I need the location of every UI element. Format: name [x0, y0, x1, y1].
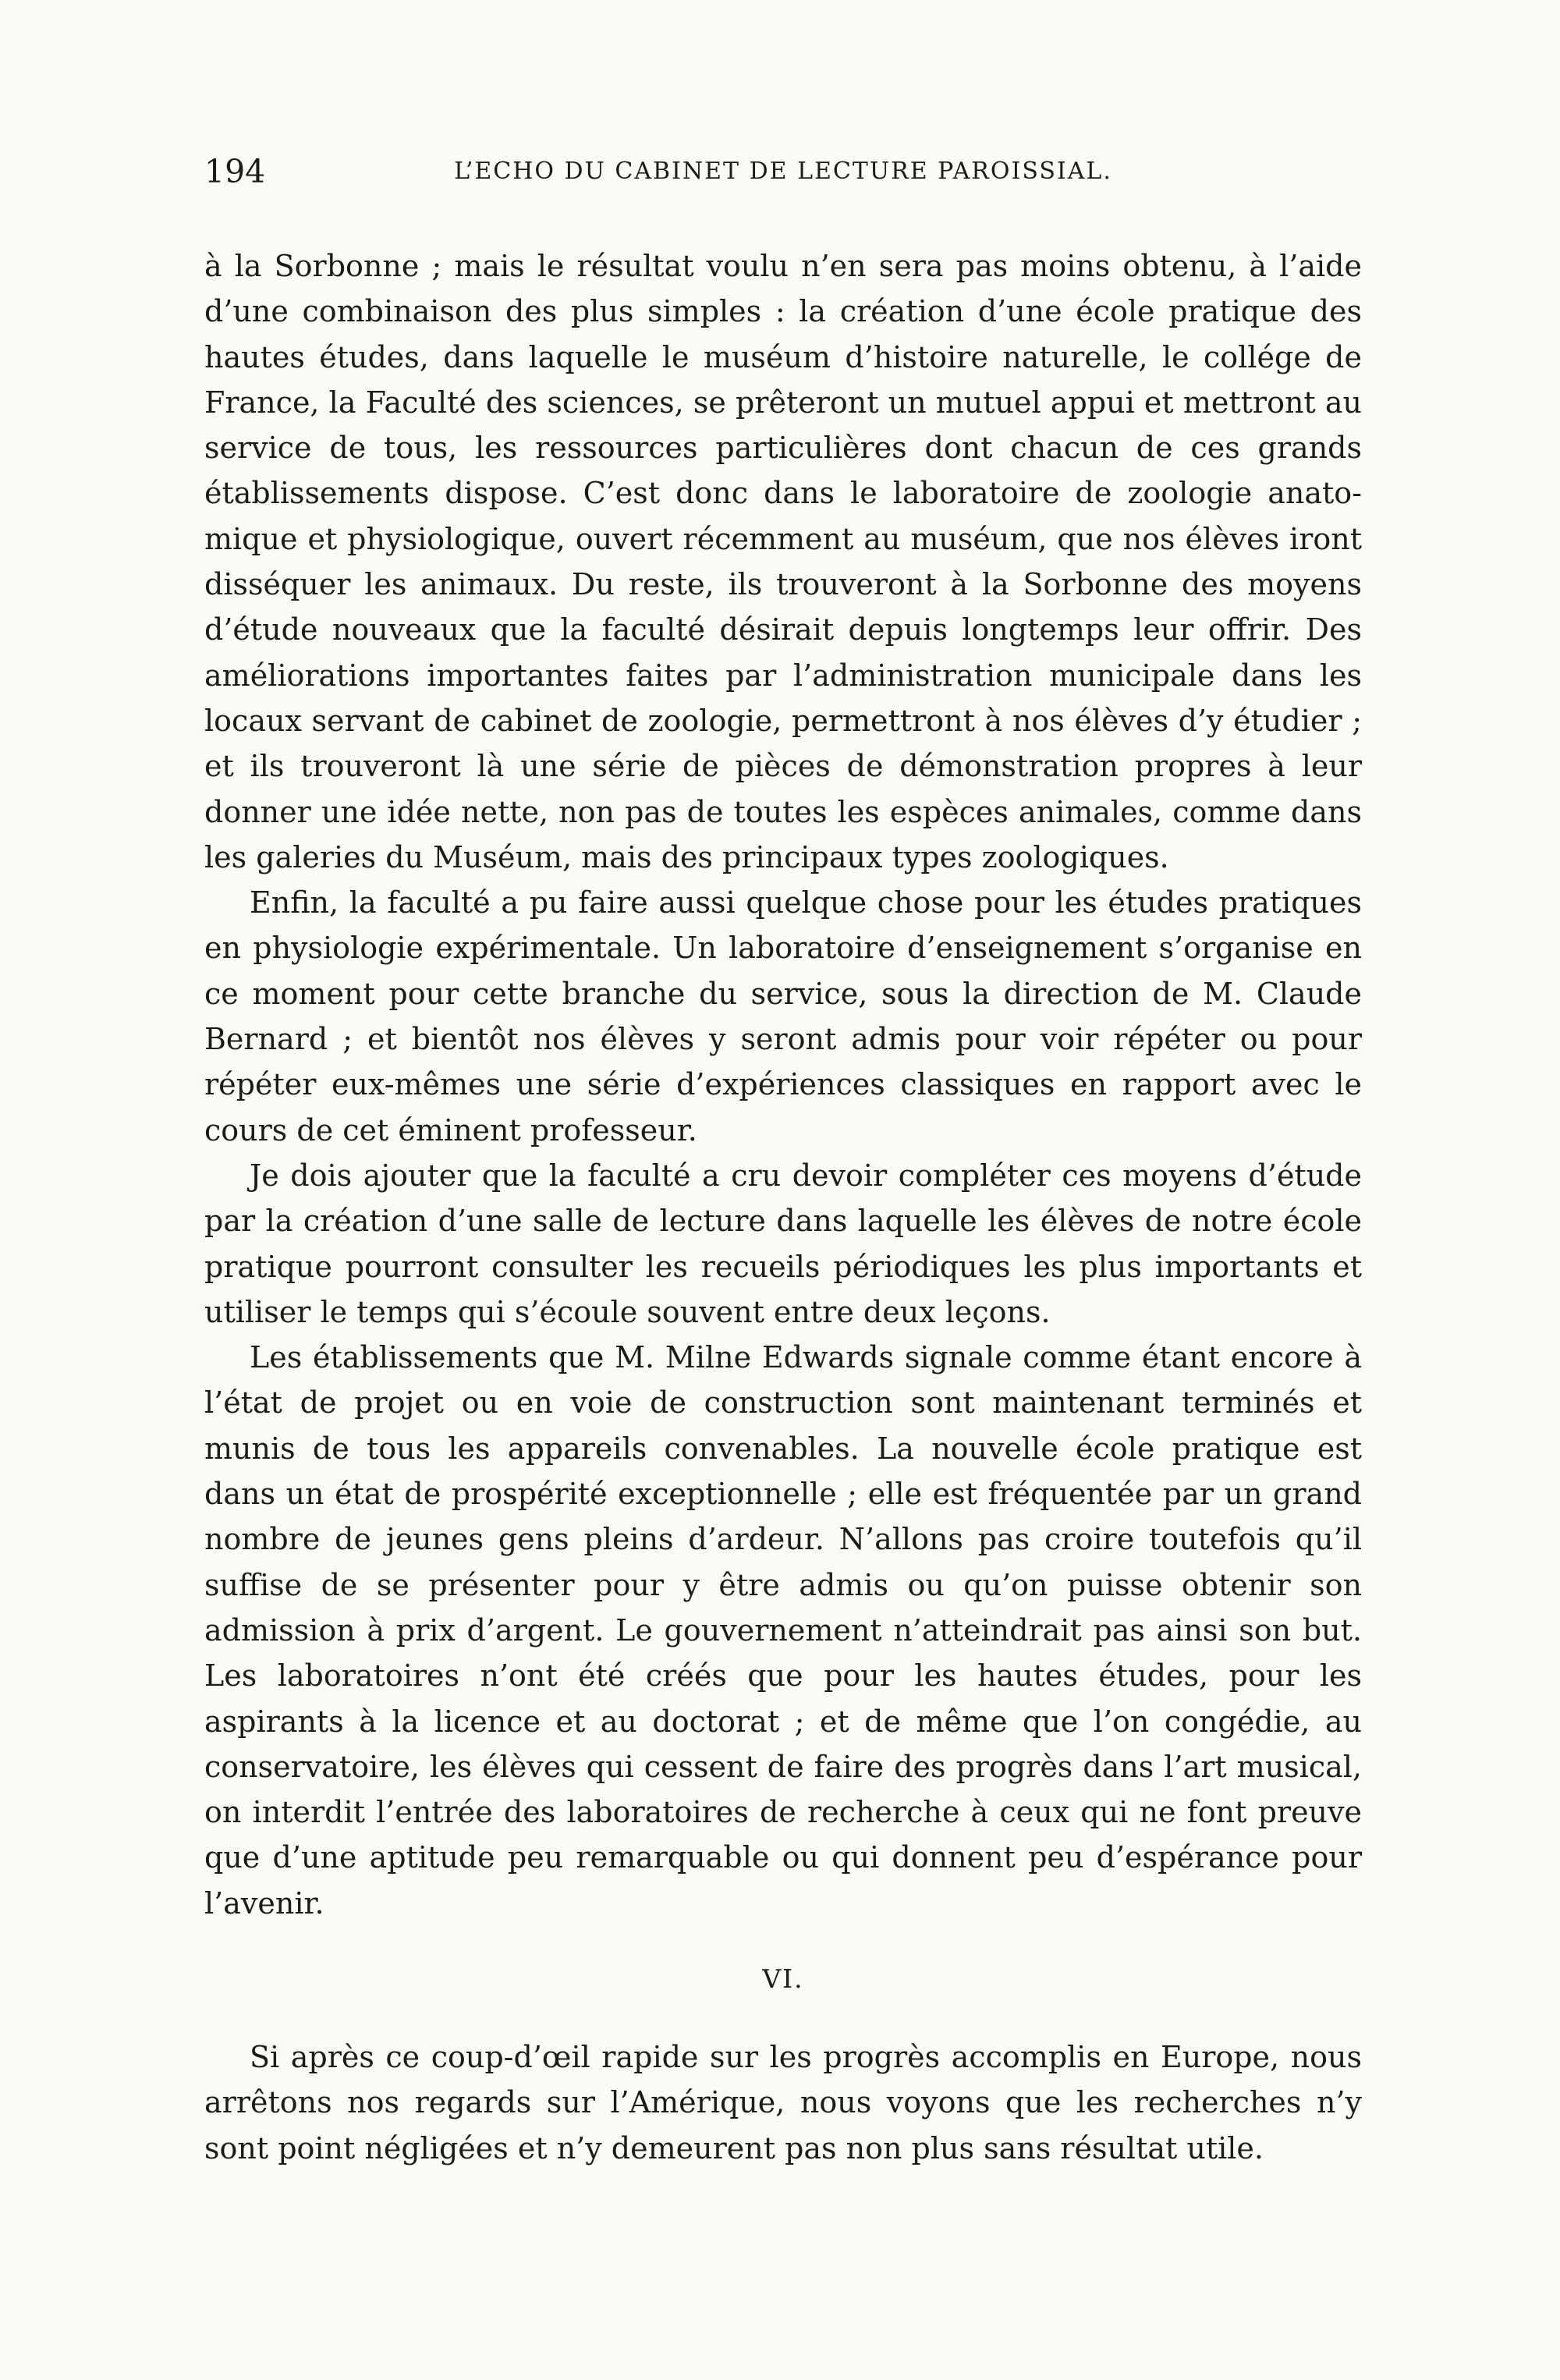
- book-page: [204, 148, 1362, 2171]
- paragraph-physiology-lab: Enfin, la faculté a pu faire aussi quelque chose pour les études pratiques en physiologie expérimentale. Un laboratoire d’enseignement s’organise en ce moment pour cette branche du service, sous la direction de M. Claude Bernard ; et bientôt nos élèves y seront admis pour voir répéter ou pour répéter eux-mêmes une série d’expériences classiques en rapport avec le cours de cet éminent professeur.: [204, 885, 1362, 1147]
- journal-title: L’ECHO DU CABINET DE LECTURE PAROISSIAL.: [454, 158, 1112, 185]
- page-number: 194: [204, 153, 266, 190]
- paragraph-establishments: Les établissements que M. Milne Edwards signale comme étant encore à l’état de projet ou en voie de construction sont maintenant terminés et munis de tous les appareils convenables. La nouvelle école pratique est dans un état de prospérité exceptionnelle ; elle est fréquentée par un grand nombre de jeunes gens pleins d’ardeur. N’allons pas croire toutefois qu’il suffise de se présenter pour y être admis ou qu’on puisse obtenir son admission à prix d’argent. Le gouvernement n’atteindrait pas ainsi son but. Les laboratoires n’ont été créés que pour les hautes études, pour les aspirants à la licence et au doctorat ; et de même que l’on congédie, au conservatoire, les élèves qui cessent de faire des progrès dans l’art musical, on interdit l’entrée des laboratoires de recherche à ceux qui ne font preuve que d’une aptitude peu remarquable ou qui donnent peu d’espérance pour l’avenir.: [204, 1340, 1362, 1921]
- paragraph-continued: à la Sorbonne ; mais le résultat voulu n’en sera pas moins obtenu, à l’aide d’une combinaison des plus simples : la création d’une école pratique des hautes études, dans laquelle le muséum d’histoire naturelle, le collége de France, la Faculté des sciences, se prêteront un mutuel appui et mettront au service de tous, les ressources particulières dont chacun de ces grands établissements dispose. C’est donc dans le laboratoire de zoologie anatomique et physiologique, ouvert récemment au muséum, que nos élèves iront disséquer les animaux. Du reste, ils trouveront à la Sorbonne des moyens d’étude nouveaux que la faculté désirait depuis longtemps leur offrir. Des améliorations importantes faites par l’administration municipale dans les locaux servant de cabinet de zoologie, permettront à nos élèves d’y étudier ; et ils trouveront là une série de pièces de démonstration propres à leur donner une idée nette, non pas de toutes les espèces animales, comme dans les galeries du Muséum, mais des principaux types zoologiques.: [204, 249, 1362, 874]
- paragraph-reading-room: Je dois ajouter que la faculté a cru devoir compléter ces moyens d’étude par la création d’une salle de lecture dans laquelle les élèves de notre école pratique pourront consulter les recueils périodiques les plus importants et utiliser le temps qui s’écoule souvent entre deux leçons.: [204, 1158, 1362, 1329]
- running-head: [204, 148, 1362, 195]
- section-heading: VI.: [762, 1963, 804, 1994]
- paragraph-america: Si après ce coup-d’œil rapide sur les progrès accomplis en Europe, nous arrêtons nos regards sur l’Amérique, nous voyons que les recherches n’y sont point négligées et n’y demeurent pas non plus sans résultat utile.: [204, 2039, 1362, 2165]
